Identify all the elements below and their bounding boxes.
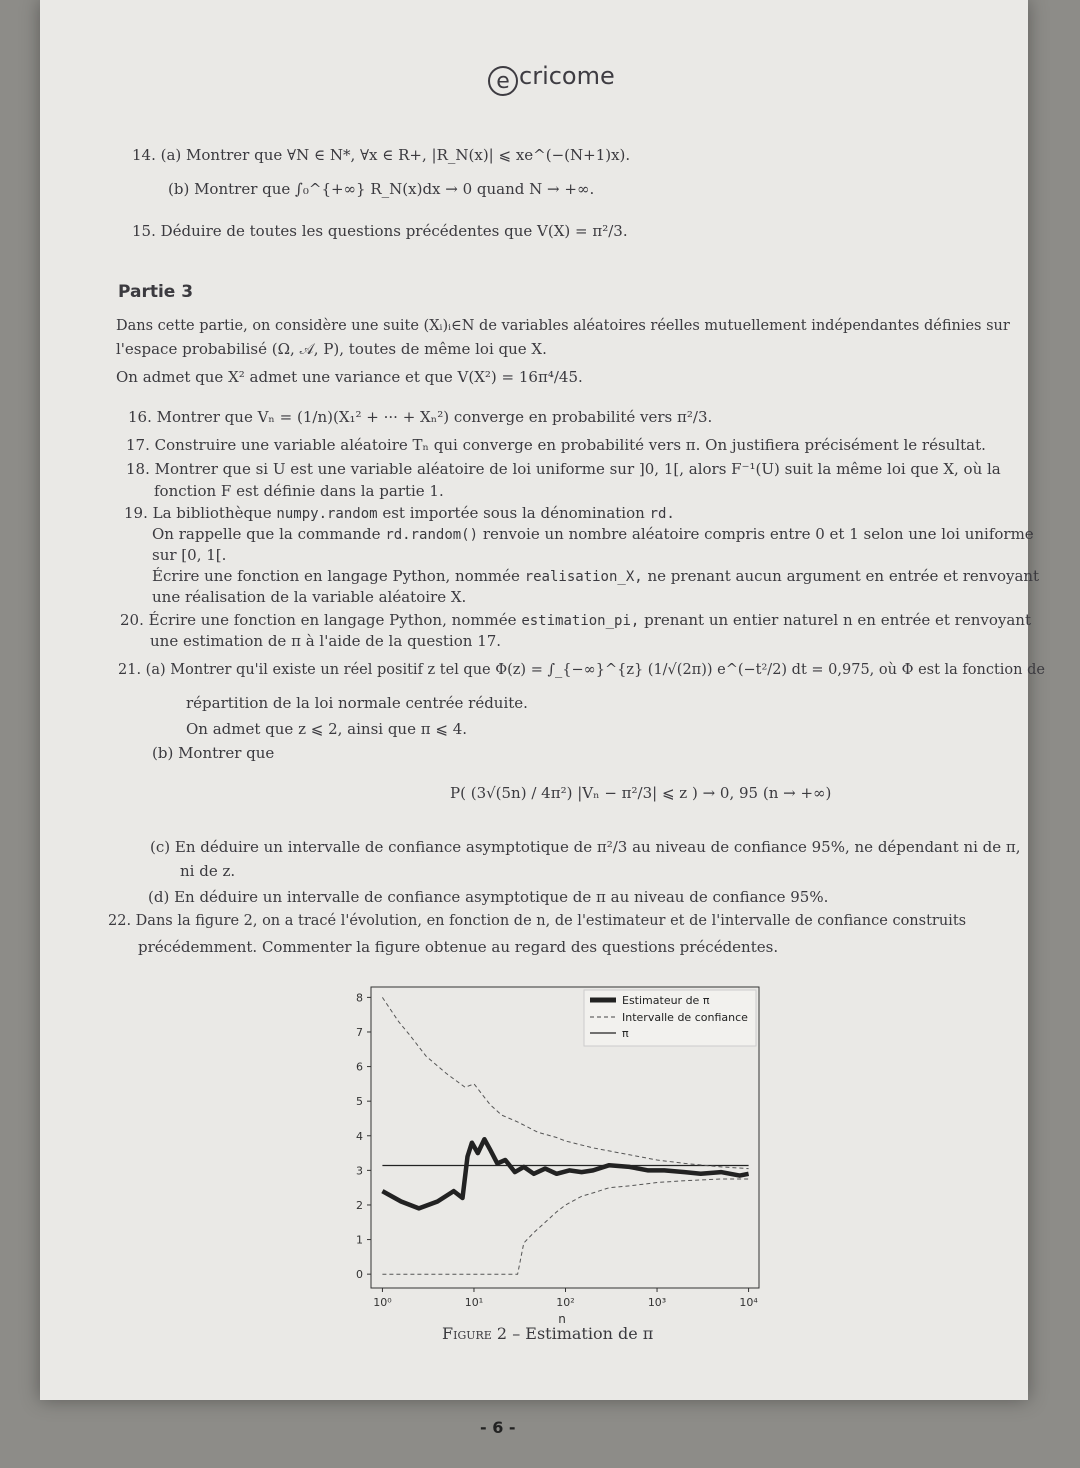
- series-line-0: [382, 1139, 748, 1208]
- question-21c-line-1: (c) En déduire un intervalle de confiance asymptotique de π²/3 au niveau de confiance 95%, ne dépendant ni de π,: [150, 838, 1021, 856]
- question-20-line-1: [120, 611, 1031, 629]
- question-20-line-2: une estimation de π à l'aide de la question 17.: [150, 632, 502, 650]
- logo-e-icon: e: [488, 66, 518, 96]
- q19-text: 19. La bibliothèque: [124, 504, 272, 522]
- q19-text-mid: est importée sous la dénomination: [382, 504, 645, 522]
- question-17: 17. Construire une variable aléatoire Tₙ qui converge en probabilité vers π. On justifiera précisément le résultat.: [126, 436, 986, 454]
- ecricome-logo: [488, 62, 615, 96]
- y-tick-label: 4: [356, 1129, 363, 1143]
- y-tick-label: 1: [356, 1233, 363, 1247]
- question-21b: (b) Montrer que: [152, 744, 275, 762]
- question-19-line-3: sur [0, 1[.: [152, 546, 227, 564]
- q20-text: 20. Écrire une fonction en langage Python, nommée: [120, 611, 517, 629]
- q20-code: estimation_pi,: [521, 613, 640, 629]
- question-15: 15. Déduire de toutes les questions précédentes que V(X) = π²/3.: [132, 222, 628, 240]
- q19b-code: rd.random(): [385, 527, 479, 543]
- question-19-line-5: une réalisation de la variable aléatoire X.: [152, 588, 467, 606]
- figure-2-chart: [340, 978, 780, 1328]
- exam-page: [40, 0, 1045, 1400]
- legend-label-pi: π: [622, 1027, 629, 1040]
- question-22-line-2: précédemment. Commenter la figure obtenue au regard des questions précédentes.: [138, 938, 779, 956]
- y-tick-label: 7: [356, 1025, 363, 1039]
- x-axis-label: n: [558, 1312, 566, 1326]
- question-21d: (d) En déduire un intervalle de confiance asymptotique de π au niveau de confiance 95%.: [148, 888, 829, 906]
- question-16: 16. Montrer que Vₙ = (1/n)(X₁² + ··· + Xₙ²) converge en probabilité vers π²/3.: [128, 408, 713, 426]
- q20-text-post: prenant un entier naturel n en entrée et renvoyant: [644, 611, 1031, 629]
- intro-line-3: On admet que X² admet une variance et que V(X²) = 16π⁴/45.: [116, 368, 583, 386]
- y-tick-label: 6: [356, 1060, 363, 1074]
- question-21a-line-3: On admet que z ⩽ 2, ainsi que π ⩽ 4.: [186, 720, 468, 738]
- q19b-text-post: renvoie un nombre aléatoire compris entre 0 et 1 selon une loi uniforme: [482, 525, 1034, 543]
- question-21b-formula: P( (3√(5n) / 4π²) |Vₙ − π²/3| ⩽ z ) → 0, 95 (n → +∞): [450, 784, 832, 802]
- page-number: - 6 -: [480, 1418, 516, 1437]
- question-21a-line-2: répartition de la loi normale centrée réduite.: [186, 694, 528, 712]
- q19d-text-post: ne prenant aucun argument en entrée et renvoyant: [647, 567, 1040, 585]
- legend-label-interval: Intervalle de confiance: [622, 1011, 748, 1024]
- x-tick-label: 10²: [556, 1296, 575, 1309]
- section-title-partie-3: Partie 3: [118, 282, 194, 302]
- question-19-line-1: [124, 504, 675, 522]
- logo-text: cricome: [519, 62, 615, 90]
- caption-separator: –: [512, 1324, 521, 1343]
- x-tick-label: 10⁰: [373, 1296, 392, 1309]
- y-tick-label: 0: [356, 1268, 363, 1282]
- legend: [584, 990, 756, 1046]
- q19b-text: On rappelle que la commande: [152, 525, 381, 543]
- q19d-code: realisation_X,: [524, 569, 643, 585]
- x-axis: [373, 1288, 758, 1309]
- x-tick-label: 10¹: [464, 1296, 484, 1309]
- q19-code-numpy: numpy.random: [276, 506, 378, 522]
- x-tick-label: 10³: [647, 1296, 667, 1309]
- x-tick-label: 10⁴: [739, 1296, 758, 1309]
- question-19-line-2: [152, 525, 1034, 543]
- y-tick-label: 8: [356, 991, 363, 1005]
- y-tick-label: 3: [356, 1164, 363, 1178]
- question-21a-line-1: 21. (a) Montrer qu'il existe un réel positif z tel que Φ(z) = ∫_{−∞}^{z} (1/√(2π)) e^(−t²/2) dt = 0,975, où Φ est la fonction de: [118, 662, 1045, 678]
- question-18-line-2: fonction F est définie dans la partie 1.: [154, 482, 444, 500]
- question-21c-line-2: ni de z.: [180, 862, 236, 880]
- question-19-line-4: [152, 567, 1039, 585]
- question-14a: 14. (a) Montrer que ∀N ∈ N*, ∀x ∈ R+, |R_N(x)| ⩽ xe^(−(N+1)x).: [132, 146, 631, 164]
- question-18-line-1: 18. Montrer que si U est une variable aléatoire de loi uniforme sur ]0, 1[, alors F⁻¹(U) suit la même loi que X, où la: [126, 460, 1001, 478]
- q19-code-rd: rd.: [649, 506, 675, 522]
- intro-line-1: Dans cette partie, on considère une suite (Xᵢ)ᵢ∈N de variables aléatoires réelles mutuellement indépendantes définies sur: [116, 318, 1010, 334]
- y-axis: [356, 991, 371, 1281]
- figure-caption: [442, 1324, 653, 1343]
- y-tick-label: 5: [356, 1095, 363, 1109]
- y-tick-label: 2: [356, 1198, 363, 1212]
- q19d-text: Écrire une fonction en langage Python, nommée: [152, 567, 520, 585]
- question-14b: (b) Montrer que ∫₀^{+∞} R_N(x)dx → 0 quand N → +∞.: [168, 180, 595, 198]
- caption-label: Figure 2: [442, 1324, 508, 1343]
- series-line-2: [382, 1179, 748, 1274]
- caption-text: Estimation de π: [525, 1324, 654, 1343]
- question-22-line-1: 22. Dans la figure 2, on a tracé l'évolution, en fonction de n, de l'estimateur et de l'intervalle de confiance construits: [108, 913, 967, 929]
- legend-label-estimator: Estimateur de π: [622, 994, 710, 1007]
- intro-line-2: l'espace probabilisé (Ω, 𝒜, P), toutes de même loi que X.: [116, 340, 547, 358]
